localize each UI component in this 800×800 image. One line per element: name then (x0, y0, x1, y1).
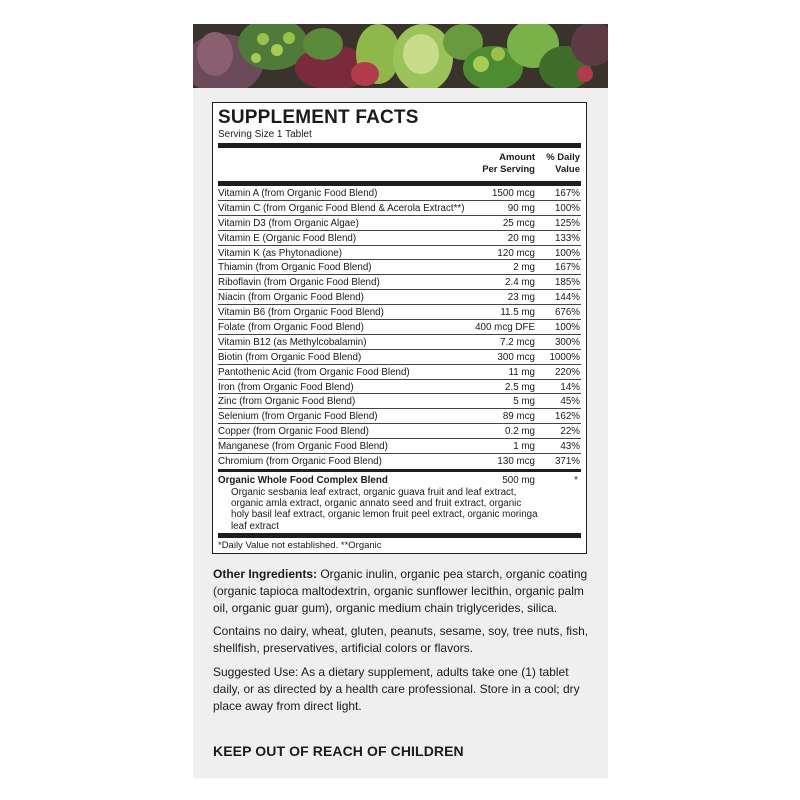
nutrient-daily-value: 100% (554, 202, 580, 214)
nutrient-daily-value: 125% (554, 217, 580, 229)
nutrient-row (218, 290, 581, 305)
nutrient-daily-value: 167% (554, 262, 580, 274)
nutrient-row (218, 350, 581, 365)
nutrient-name: Copper (from Organic Food Blend) (218, 426, 369, 438)
blend-row (218, 472, 581, 531)
nutrient-amount: 2 mg (513, 262, 535, 274)
nutrient-amount: 89 mcg (502, 411, 535, 423)
nutrient-name: Vitamin A (from Organic Food Blend) (218, 188, 378, 199)
nutrient-name: Thiamin (from Organic Food Blend) (218, 262, 372, 274)
nutrient-row (218, 260, 581, 275)
nutrient-table (218, 186, 581, 469)
nutrient-name: Vitamin B6 (from Organic Food Blend) (218, 307, 384, 319)
nutrient-amount: 120 mcg (497, 247, 535, 259)
suggested-use: Suggested Use: As a dietary supplement, adults take one (1) tablet daily, or as directed by a health care professional. Store in a cool; dry place away from direct light. (213, 664, 580, 713)
nutrient-daily-value: 185% (554, 277, 580, 289)
nutrient-row (218, 216, 581, 231)
other-ingredients-text: Organic inulin, organic pea starch, organic coating (organic tapioca maltodextrin, organic sunflower lecithin, organic palm oil, organic guar gum), organic medium chain triglycerides, silica. (213, 567, 588, 615)
nutrient-name: Folate (from Organic Food Blend) (218, 322, 364, 334)
label-panel (193, 24, 608, 778)
nutrient-amount: 2.4 mg (505, 277, 535, 289)
nutrient-name: Vitamin D3 (from Organic Algae) (218, 217, 359, 229)
supplement-facts-box (212, 102, 587, 554)
other-ingredients (213, 566, 593, 616)
divider-thick (218, 533, 581, 538)
nutrient-amount: 400 mcg DFE (475, 322, 535, 334)
nutrient-name: Chromium (from Organic Food Blend) (218, 456, 382, 468)
nutrient-name: Zinc (from Organic Food Blend) (218, 396, 356, 408)
nutrient-amount: 5 mg (513, 396, 535, 408)
nutrient-daily-value: 162% (554, 411, 580, 423)
nutrient-amount: 1 mg (513, 441, 535, 453)
blend-amount: 500 mg (502, 474, 535, 486)
nutrient-name: Vitamin E (Organic Food Blend) (218, 232, 357, 244)
nutrient-daily-value: 144% (554, 292, 580, 304)
blend-daily-value: * (574, 474, 578, 486)
nutrient-amount: 300 mcg (497, 351, 535, 363)
nutrient-amount: 25 mcg (502, 217, 535, 229)
nutrient-daily-value: 300% (554, 336, 580, 348)
nutrient-row (218, 231, 581, 246)
nutrient-amount: 11 mg (508, 366, 535, 378)
nutrient-amount: 11.5 mg (500, 307, 535, 319)
blend-description: Organic sesbania leaf extract, organic guava fruit and leaf extract, organic amla extract, organic annato seed and fruit extract, organic holy basil leaf extract, organic lemon fruit peel extract, organic moringa leaf extract (231, 486, 538, 532)
nutrient-daily-value: 22% (560, 426, 580, 438)
vegetables-illustration (193, 24, 608, 88)
nutrient-daily-value: 43% (560, 441, 580, 453)
vegetables-banner-image (193, 24, 608, 88)
nutrient-row (218, 454, 581, 469)
nutrient-row (218, 424, 581, 439)
nutrient-name: Vitamin B12 (as Methylcobalamin) (218, 336, 367, 348)
amount-header: Amount Per Serving (482, 152, 535, 175)
daily-value-header: % Daily Value (546, 152, 580, 175)
nutrient-row (218, 335, 581, 350)
nutrient-name: Iron (from Organic Food Blend) (218, 381, 354, 393)
warning-text: KEEP OUT OF REACH OF CHILDREN (213, 743, 464, 759)
nutrient-name: Manganese (from Organic Food Blend) (218, 441, 388, 453)
nutrient-amount: 1500 mcg (491, 188, 535, 199)
allergen-statement: Contains no dairy, wheat, gluten, peanuts, sesame, soy, tree nuts, fish, shellfish, preservatives, artificial colors or flavors. (213, 624, 589, 656)
nutrient-amount: 23 mg (507, 292, 535, 304)
nutrient-name: Pantothenic Acid (from Organic Food Blend) (218, 366, 410, 378)
nutrient-row (218, 201, 581, 216)
nutrient-row (218, 380, 581, 395)
blend-name: Organic Whole Food Complex Blend (218, 474, 388, 486)
nutrient-daily-value: 100% (554, 322, 580, 334)
nutrient-row (218, 409, 581, 424)
nutrient-row (218, 365, 581, 380)
nutrient-row (218, 394, 581, 409)
nutrient-daily-value: 133% (554, 232, 580, 244)
nutrient-row (218, 246, 581, 261)
nutrient-row (218, 439, 581, 454)
nutrient-row (218, 275, 581, 290)
nutrient-daily-value: 371% (554, 456, 580, 468)
other-ingredients-label: Other Ingredients: (213, 567, 318, 581)
nutrient-name: Selenium (from Organic Food Blend) (218, 411, 378, 423)
nutrient-amount: 0.2 mg (505, 426, 535, 438)
nutrient-name: Niacin (from Organic Food Blend) (218, 292, 364, 304)
nutrient-amount: 7.2 mcg (500, 336, 535, 348)
nutrient-name: Riboflavin (from Organic Food Blend) (218, 277, 380, 289)
nutrient-name: Vitamin K (as Phytonadione) (218, 247, 342, 259)
nutrient-name: Biotin (from Organic Food Blend) (218, 351, 362, 363)
nutrient-daily-value: 100% (554, 247, 580, 259)
nutrient-row (218, 305, 581, 320)
nutrient-amount: 130 mcg (497, 456, 535, 468)
nutrient-row (218, 320, 581, 335)
nutrient-daily-value: 167% (554, 188, 580, 199)
facts-title: SUPPLEMENT FACTS (218, 107, 419, 128)
nutrient-amount: 90 mg (507, 202, 535, 214)
nutrient-daily-value: 45% (560, 396, 580, 408)
nutrient-daily-value: 1000% (549, 351, 580, 363)
serving-size: Serving Size 1 Tablet (218, 129, 312, 140)
nutrient-daily-value: 220% (554, 366, 580, 378)
nutrient-row (218, 186, 581, 201)
nutrient-amount: 2.5 mg (505, 381, 535, 393)
footnote: *Daily Value not established. **Organic (218, 539, 382, 551)
nutrient-amount: 20 mg (507, 232, 535, 244)
nutrient-name: Vitamin C (from Organic Food Blend & Acerola Extract**) (218, 202, 465, 214)
nutrient-daily-value: 676% (554, 307, 580, 319)
column-header (218, 148, 581, 179)
nutrient-daily-value: 14% (560, 381, 580, 393)
ingredients-section (213, 566, 593, 721)
